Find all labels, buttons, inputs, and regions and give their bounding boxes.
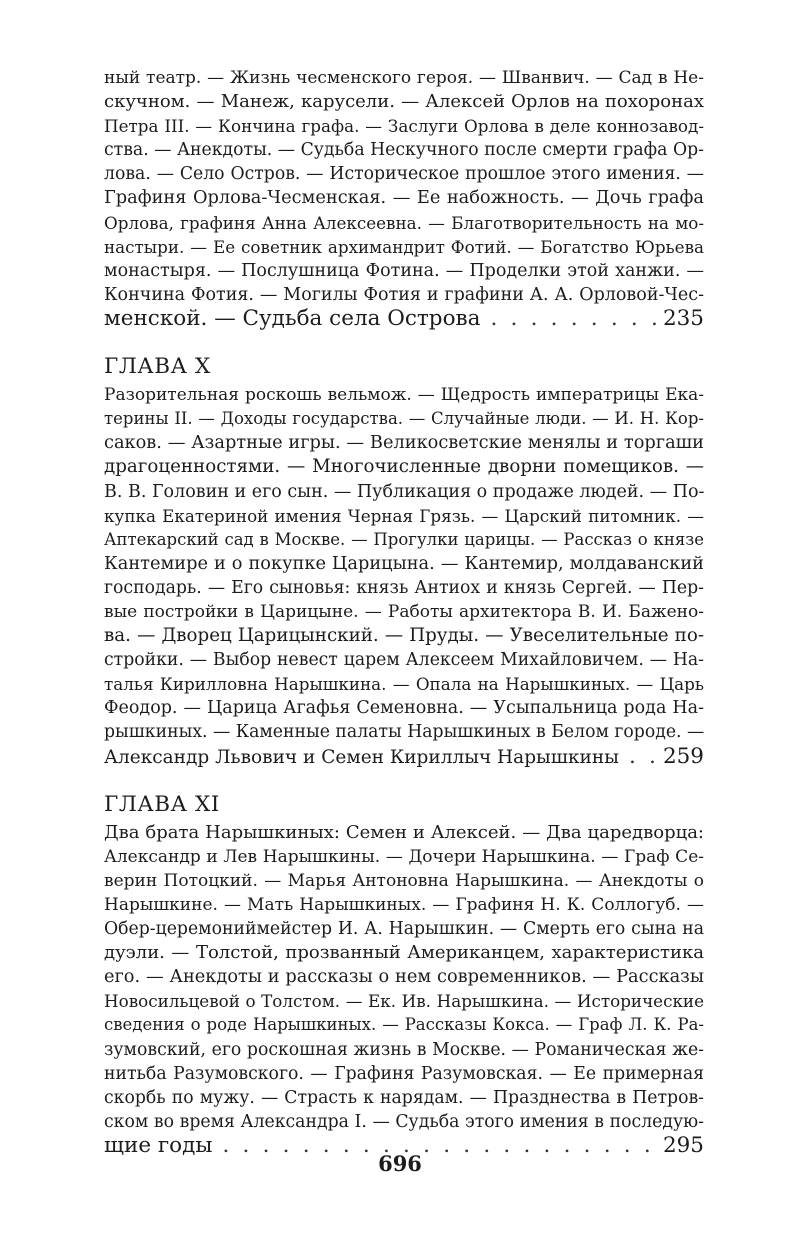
text-line: дуэли. — Толстой, прозванный Американцем, характеристика bbox=[104, 942, 704, 964]
text-line: терины II. — Доходы государства. — Случайные люди. — И. Н. Кор- bbox=[104, 409, 704, 429]
text-line: Петра III. — Кончина графа. — Заслуги Орлова в деле коннозавод- bbox=[104, 116, 704, 137]
text-line: Аптекарский сад в Москве. — Прогулки царицы. — Рассказ о князе bbox=[104, 529, 704, 549]
dot-leader bbox=[490, 307, 657, 331]
text-line: Александр Львович и Семен Кириллыч Нарышкины bbox=[104, 746, 619, 768]
toc-final-line bbox=[104, 745, 704, 769]
chapter-heading: ГЛАВА X bbox=[104, 354, 211, 380]
toc-page bbox=[104, 66, 704, 1158]
text-line: вые постройки в Царицыне. — Работы архитектора В. И. Бажено- bbox=[104, 601, 704, 622]
text-line: купка Екатериной имения Черная Грязь. — Царский питомник. — bbox=[104, 505, 704, 526]
text-line: Феодор. — Царица Агафья Семеновна. — Усыпальница рода На- bbox=[104, 698, 704, 719]
toc-page-number: 295 bbox=[662, 1133, 704, 1158]
text-line: рышкиных. — Каменные палаты Нарышкиных в Белом городе. — bbox=[104, 722, 704, 743]
chapter-heading: ГЛАВА XI bbox=[104, 791, 220, 817]
toc-page-number: 259 bbox=[662, 744, 704, 769]
text-line: монастыря. — Послушница Фотина. — Проделки этой ханжи. — bbox=[104, 260, 704, 281]
text-line: Обер-церемониймейстер И. А. Нарышкин. — Смерть его сына на bbox=[104, 919, 704, 940]
text-line: Кончина Фотия. — Могилы Фотия и графини А. А. Орловой-Чес- bbox=[104, 284, 704, 305]
text-line: талья Кирилловна Нарышкина. — Опала на Нарышкиных. — Царь bbox=[104, 674, 704, 695]
text-line: Кантемире и о покупке Царицына. — Кантемир, молдаванский bbox=[104, 553, 704, 574]
text-line: сведения о роде Нарышкиных. — Рассказы Кокса. — Граф Л. К. Ра- bbox=[104, 1015, 704, 1035]
text-line: Нарышкине. — Мать Нарышкиных. — Графиня Н. К. Соллогуб. — bbox=[104, 895, 704, 915]
text-line: стройки. — Выбор невест царем Алексеем Михайловичем. — На- bbox=[104, 650, 704, 671]
text-line: зумовский, его роскошная жизнь в Москве. — Романическая же- bbox=[104, 1039, 704, 1060]
text-line: саков. — Азартные игры. — Великосветские менялы и торгаши bbox=[104, 433, 704, 454]
text-line: Два брата Нарышкиных: Семен и Алексей. — Два царедворца: bbox=[104, 821, 704, 843]
text-line: его. — Анекдоты и рассказы о нем современников. — Рассказы bbox=[104, 967, 704, 988]
page-number: 696 bbox=[378, 1151, 422, 1176]
text-line: лова. — Село Остров. — Историческое прошлое этого имения. — bbox=[104, 164, 704, 185]
text-line: Графиня Орлова-Чесменская. — Ее набожность. — Дочь графа bbox=[104, 188, 704, 209]
text-line: нитьба Разумовского. — Графиня Разумовская. — Ее примерная bbox=[104, 1063, 704, 1084]
text-line: скучном. — Манеж, карусели. — Алексей Орлов на похоронах bbox=[104, 91, 704, 113]
text-line: менской. — Судьба села Острова bbox=[104, 306, 481, 331]
text-line: ском во время Александра I. — Судьба этого имения в последую- bbox=[104, 1111, 704, 1132]
text-line: Орлова, графиня Анна Алексеевна. — Благотворительность на мо- bbox=[104, 212, 704, 233]
toc-entry-xi bbox=[104, 821, 704, 1158]
text-line: Новосильцевой о Толстом. — Ек. Ив. Нарышкина. — Исторические bbox=[104, 991, 704, 1012]
text-line: настыри. — Ее советник архимандрит Фотий. — Богатство Юрьева bbox=[104, 236, 704, 257]
text-line: Разорительная роскошь вельмож. — Щедрость императрицы Ека- bbox=[104, 385, 704, 406]
dot-leader bbox=[629, 745, 657, 769]
toc-final-line bbox=[104, 307, 704, 331]
toc-page-number: 235 bbox=[662, 306, 704, 331]
text-line: ва. — Дворец Царицынский. — Пруды. — Увеселительные по- bbox=[104, 625, 704, 647]
text-line: скорбь по мужу. — Страсть к нарядам. — Празднества в Петров- bbox=[104, 1087, 704, 1108]
text-line: щие годы bbox=[104, 1133, 213, 1158]
text-line: драгоценностями. — Многочисленные дворни помещиков. — bbox=[104, 456, 704, 478]
text-line: господарь. — Его сыновья: князь Антиох и князь Сергей. — Пер- bbox=[104, 577, 704, 598]
text-line: ный театр. — Жизнь чесменского героя. — Шванвич. — Сад в Не- bbox=[104, 68, 704, 88]
toc-entry-x bbox=[104, 383, 704, 769]
text-line: Александр и Лев Нарышкины. — Дочери Нарышкина. — Граф Се- bbox=[104, 846, 704, 867]
toc-entry-ix-continued bbox=[104, 66, 704, 331]
text-line: верин Потоцкий. — Марья Антоновна Нарышкина. — Анекдоты о bbox=[104, 870, 704, 891]
text-line: В. В. Головин и его сын. — Публикация о продаже людей. — По- bbox=[104, 481, 704, 502]
text-line: ства. — Анекдоты. — Судьба Нескучного после смерти графа Ор- bbox=[104, 140, 704, 161]
